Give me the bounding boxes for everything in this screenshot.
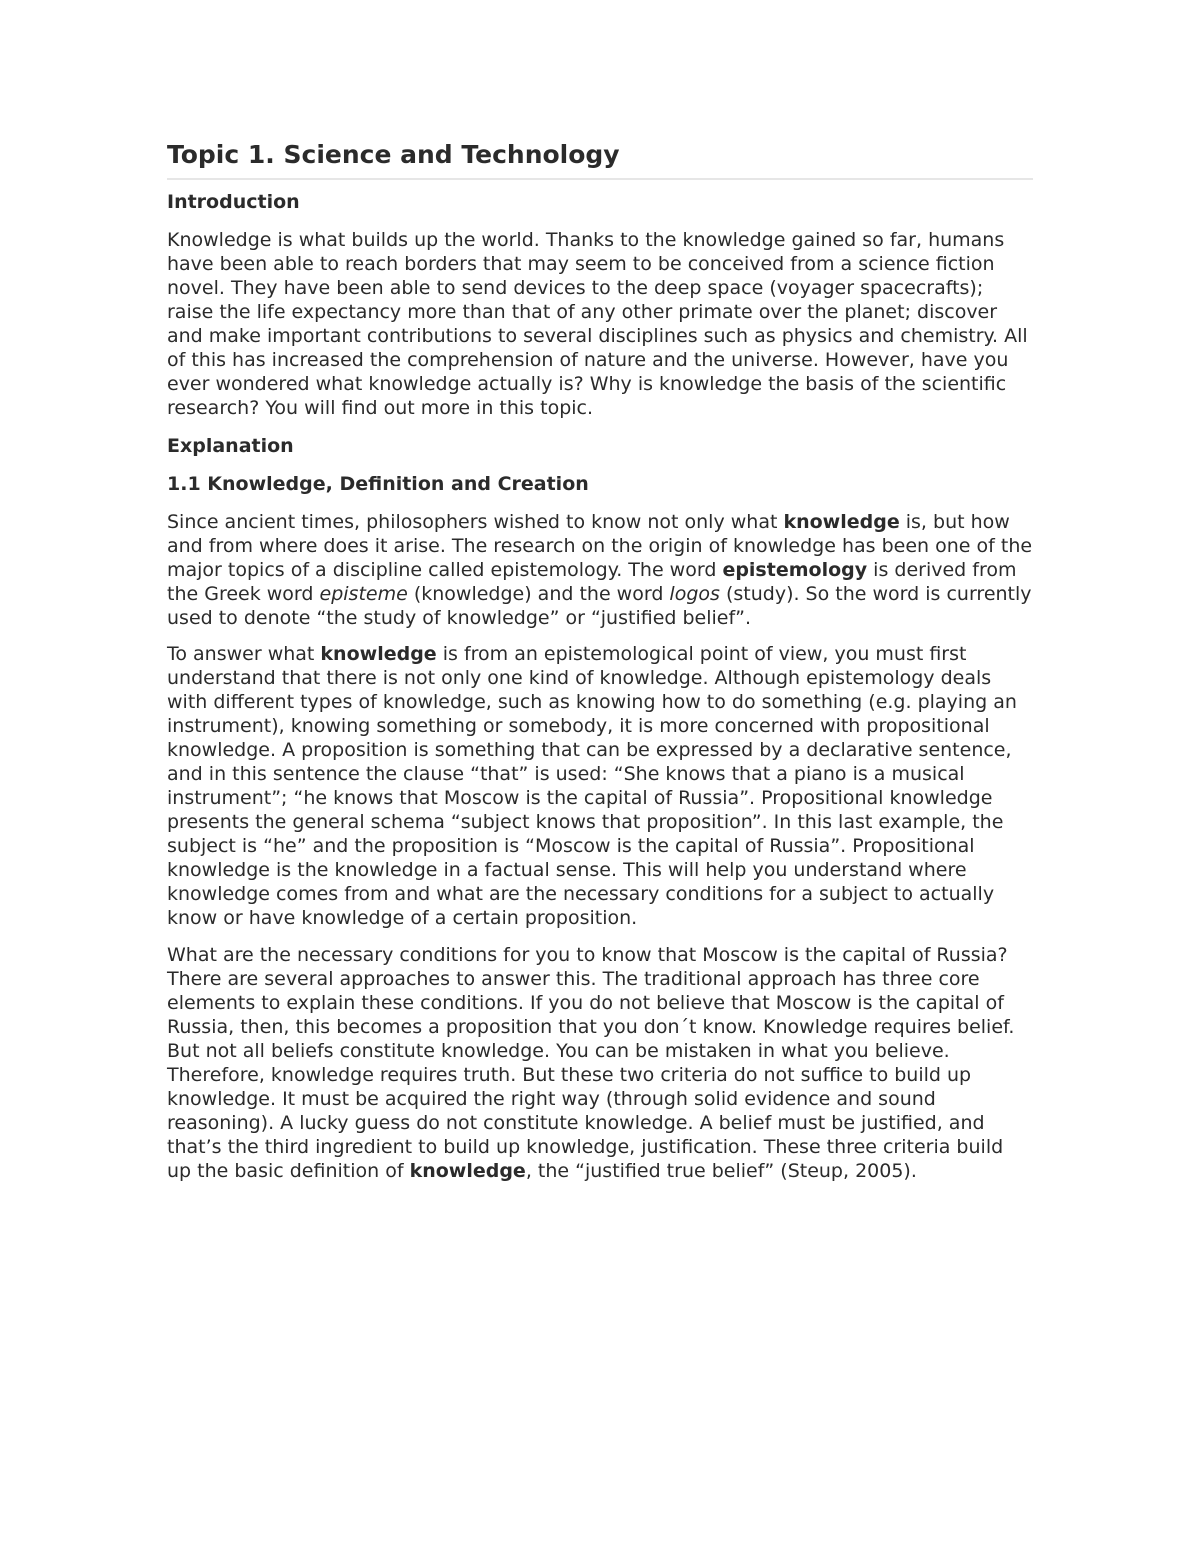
term-knowledge: knowledge xyxy=(409,1160,526,1182)
text-run: (study). So the word is currently used to denote “the study of knowledge” or “justified belief”. xyxy=(167,583,1032,629)
text-run: , the “justified true belief” (Steup, 2005). xyxy=(525,1160,917,1182)
introduction-heading: Introduction xyxy=(167,191,300,213)
text-run: is, but how and from where does it arise. The research on the origin of knowledge has been one of the major topics of a discipline called epistemology. The word xyxy=(167,511,1033,581)
page-title: Topic 1. Science and Technology xyxy=(167,136,1033,180)
term-logos: logos xyxy=(669,583,720,605)
paragraph-epistemology xyxy=(167,510,1033,630)
text-run: is from an epistemological point of view, you must first understand that there is not only one kind of knowledge. Although epistemology deals with different types of knowledge, such as knowing how to do something (e.g. playing an instrument), knowing something or somebody, it is more concerned with propositional knowledge. A proposition is something that can be expressed by a declarative sentence, and in this sentence the clause “that” is used: “She knows that a piano is a musical instrument”; “he knows that Moscow is the capital of Russia”. Propositional knowledge presents the general schema “subject knows that proposition”. In this last example, the subject is “he” and the proposition is “Moscow is the capital of Russia”. Propositional knowledge is the knowledge in a factual sense. This will help you understand where knowledge comes from and what are the necessary conditions for a subject to actually know or have knowledge of a certain proposition. xyxy=(167,643,1017,929)
text-run: (knowledge) and the word xyxy=(407,583,670,605)
term-episteme: episteme xyxy=(319,583,408,605)
introduction-paragraph: Knowledge is what builds up the world. Thanks to the knowledge gained so far, humans have been able to reach borders that may seem to be conceived from a science fiction novel. They have been able to send devices to the deep space (voyager spacecrafts); raise the life expectancy more than that of any other primate over the planet; discover and make important contributions to several disciplines such as physics and chemistry. All of this has increased the comprehension of nature and the universe. However, have you ever wondered what knowledge actually is? Why is knowledge the basis of the scientific research? You will find out more in this topic. xyxy=(167,229,1028,419)
term-knowledge: knowledge xyxy=(320,643,437,665)
term-knowledge: knowledge xyxy=(783,511,900,533)
subsection-heading: 1.1 Knowledge, Definition and Creation xyxy=(167,473,589,495)
document-page xyxy=(167,136,1033,1183)
text-run: To answer what xyxy=(167,643,321,665)
text-run: Since ancient times, philosophers wished to know not only what xyxy=(167,511,784,533)
explanation-heading: Explanation xyxy=(167,435,294,457)
paragraph-propositional-knowledge xyxy=(167,642,1033,930)
term-epistemology: epistemology xyxy=(722,559,868,581)
paragraph-necessary-conditions xyxy=(167,943,1033,1183)
text-run: What are the necessary conditions for you to know that Moscow is the capital of Russia? There are several approaches to answer this. The traditional approach has three core elements to explain these conditions. If you do not believe that Moscow is the capital of Russia, then, this becomes a proposition that you don´t know. Knowledge requires belief. But not all beliefs constitute knowledge. You can be mistaken in what you believe. Therefore, knowledge requires truth. But these two criteria do not suffice to build up knowledge. It must be acquired the right way (through solid evidence and sound reasoning). A lucky guess do not constitute knowledge. A belief must be justified, and that’s the third ingredient to build up knowledge, justification. These three criteria build up the basic definition of xyxy=(167,944,1015,1182)
text-run: is derived from the Greek word xyxy=(167,559,1017,605)
